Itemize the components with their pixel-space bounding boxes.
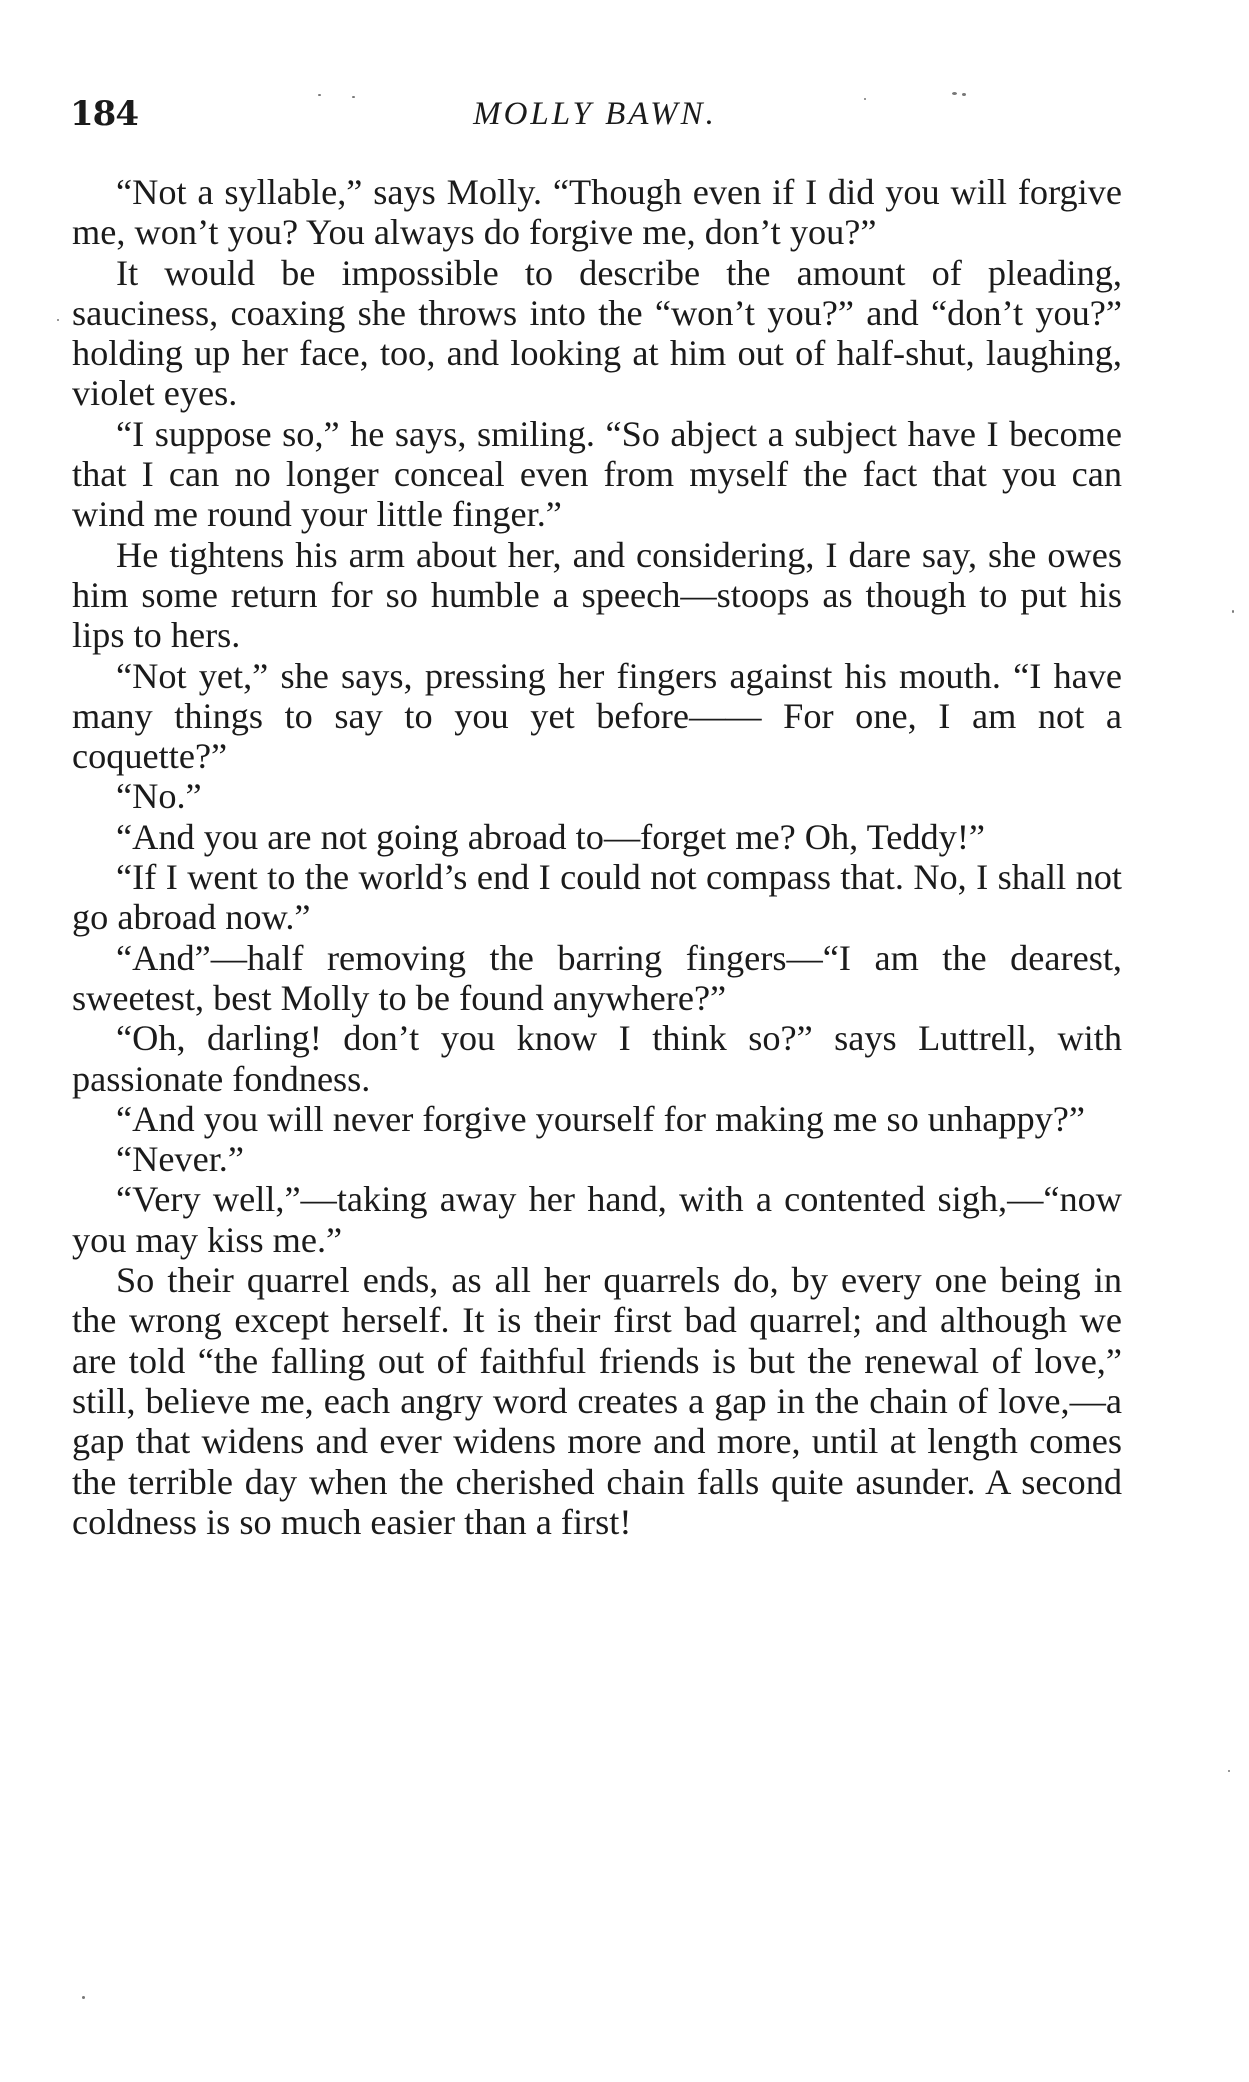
paragraph: “No.” bbox=[116, 776, 202, 817]
paragraph: “Not a syllable,” says Molly. “Though even if I did you will forgive me, won’t you? You always do forgive me, don’t you?” bbox=[72, 172, 1122, 253]
page-header bbox=[70, 94, 1120, 142]
page-number: 184 bbox=[70, 94, 138, 134]
paragraph: It would be impossible to describe the amount of pleading, sauciness, coaxing she throws into the “won’t you?” and “don’t you?” holding up her face, too, and looking at him out of half-shut, laughing, violet eyes. bbox=[72, 252, 1122, 414]
running-title: MOLLY BAWN. bbox=[473, 96, 717, 132]
paragraph: “Not yet,” she says, pressing her fingers against his mouth. “I have many things to say to you yet before—— For one, I am not a coquette?” bbox=[72, 655, 1122, 777]
paragraph: “And you will never forgive yourself for making me so unhappy?” bbox=[116, 1098, 1086, 1139]
paragraph: “Very well,”—taking away her hand, with a contented sigh,—“now you may kiss me.” bbox=[72, 1179, 1122, 1260]
paragraph: “And”—half removing the barring fingers—“I am the dearest, sweetest, best Molly to be found anywhere?” bbox=[72, 937, 1122, 1018]
paragraph: “Never.” bbox=[116, 1139, 244, 1180]
paragraph: “I suppose so,” he says, smiling. “So abject a subject have I become that I can no longer conceal even from myself the fact that you can wind me round your little finger.” bbox=[72, 413, 1122, 535]
paragraph: “If I went to the world’s end I could not compass that. No, I shall not go abroad now.” bbox=[72, 857, 1122, 938]
paragraph: So their quarrel ends, as all her quarrels do, by every one being in the wrong except herself. It is their first bad quarrel; and although we are told “the falling out of faithful friends is but the renewal of love,” still, believe me, each angry word creates a gap in the chain of love,—a gap that widens and ever widens more and more, until at length comes the terrible day when the cherished chain falls quite asunder. A second coldness is so much easier than a first! bbox=[72, 1260, 1122, 1542]
body-text bbox=[72, 172, 1122, 1542]
paragraph: “And you are not going abroad to—forget me? Oh, Teddy!” bbox=[116, 816, 986, 857]
paragraph: He tightens his arm about her, and considering, I dare say, she owes him some return for so humble a speech—stoops as though to put his lips to hers. bbox=[72, 534, 1122, 656]
paragraph: “Oh, darling! don’t you know I think so?” says Luttrell, with passionate fondness. bbox=[72, 1018, 1122, 1099]
